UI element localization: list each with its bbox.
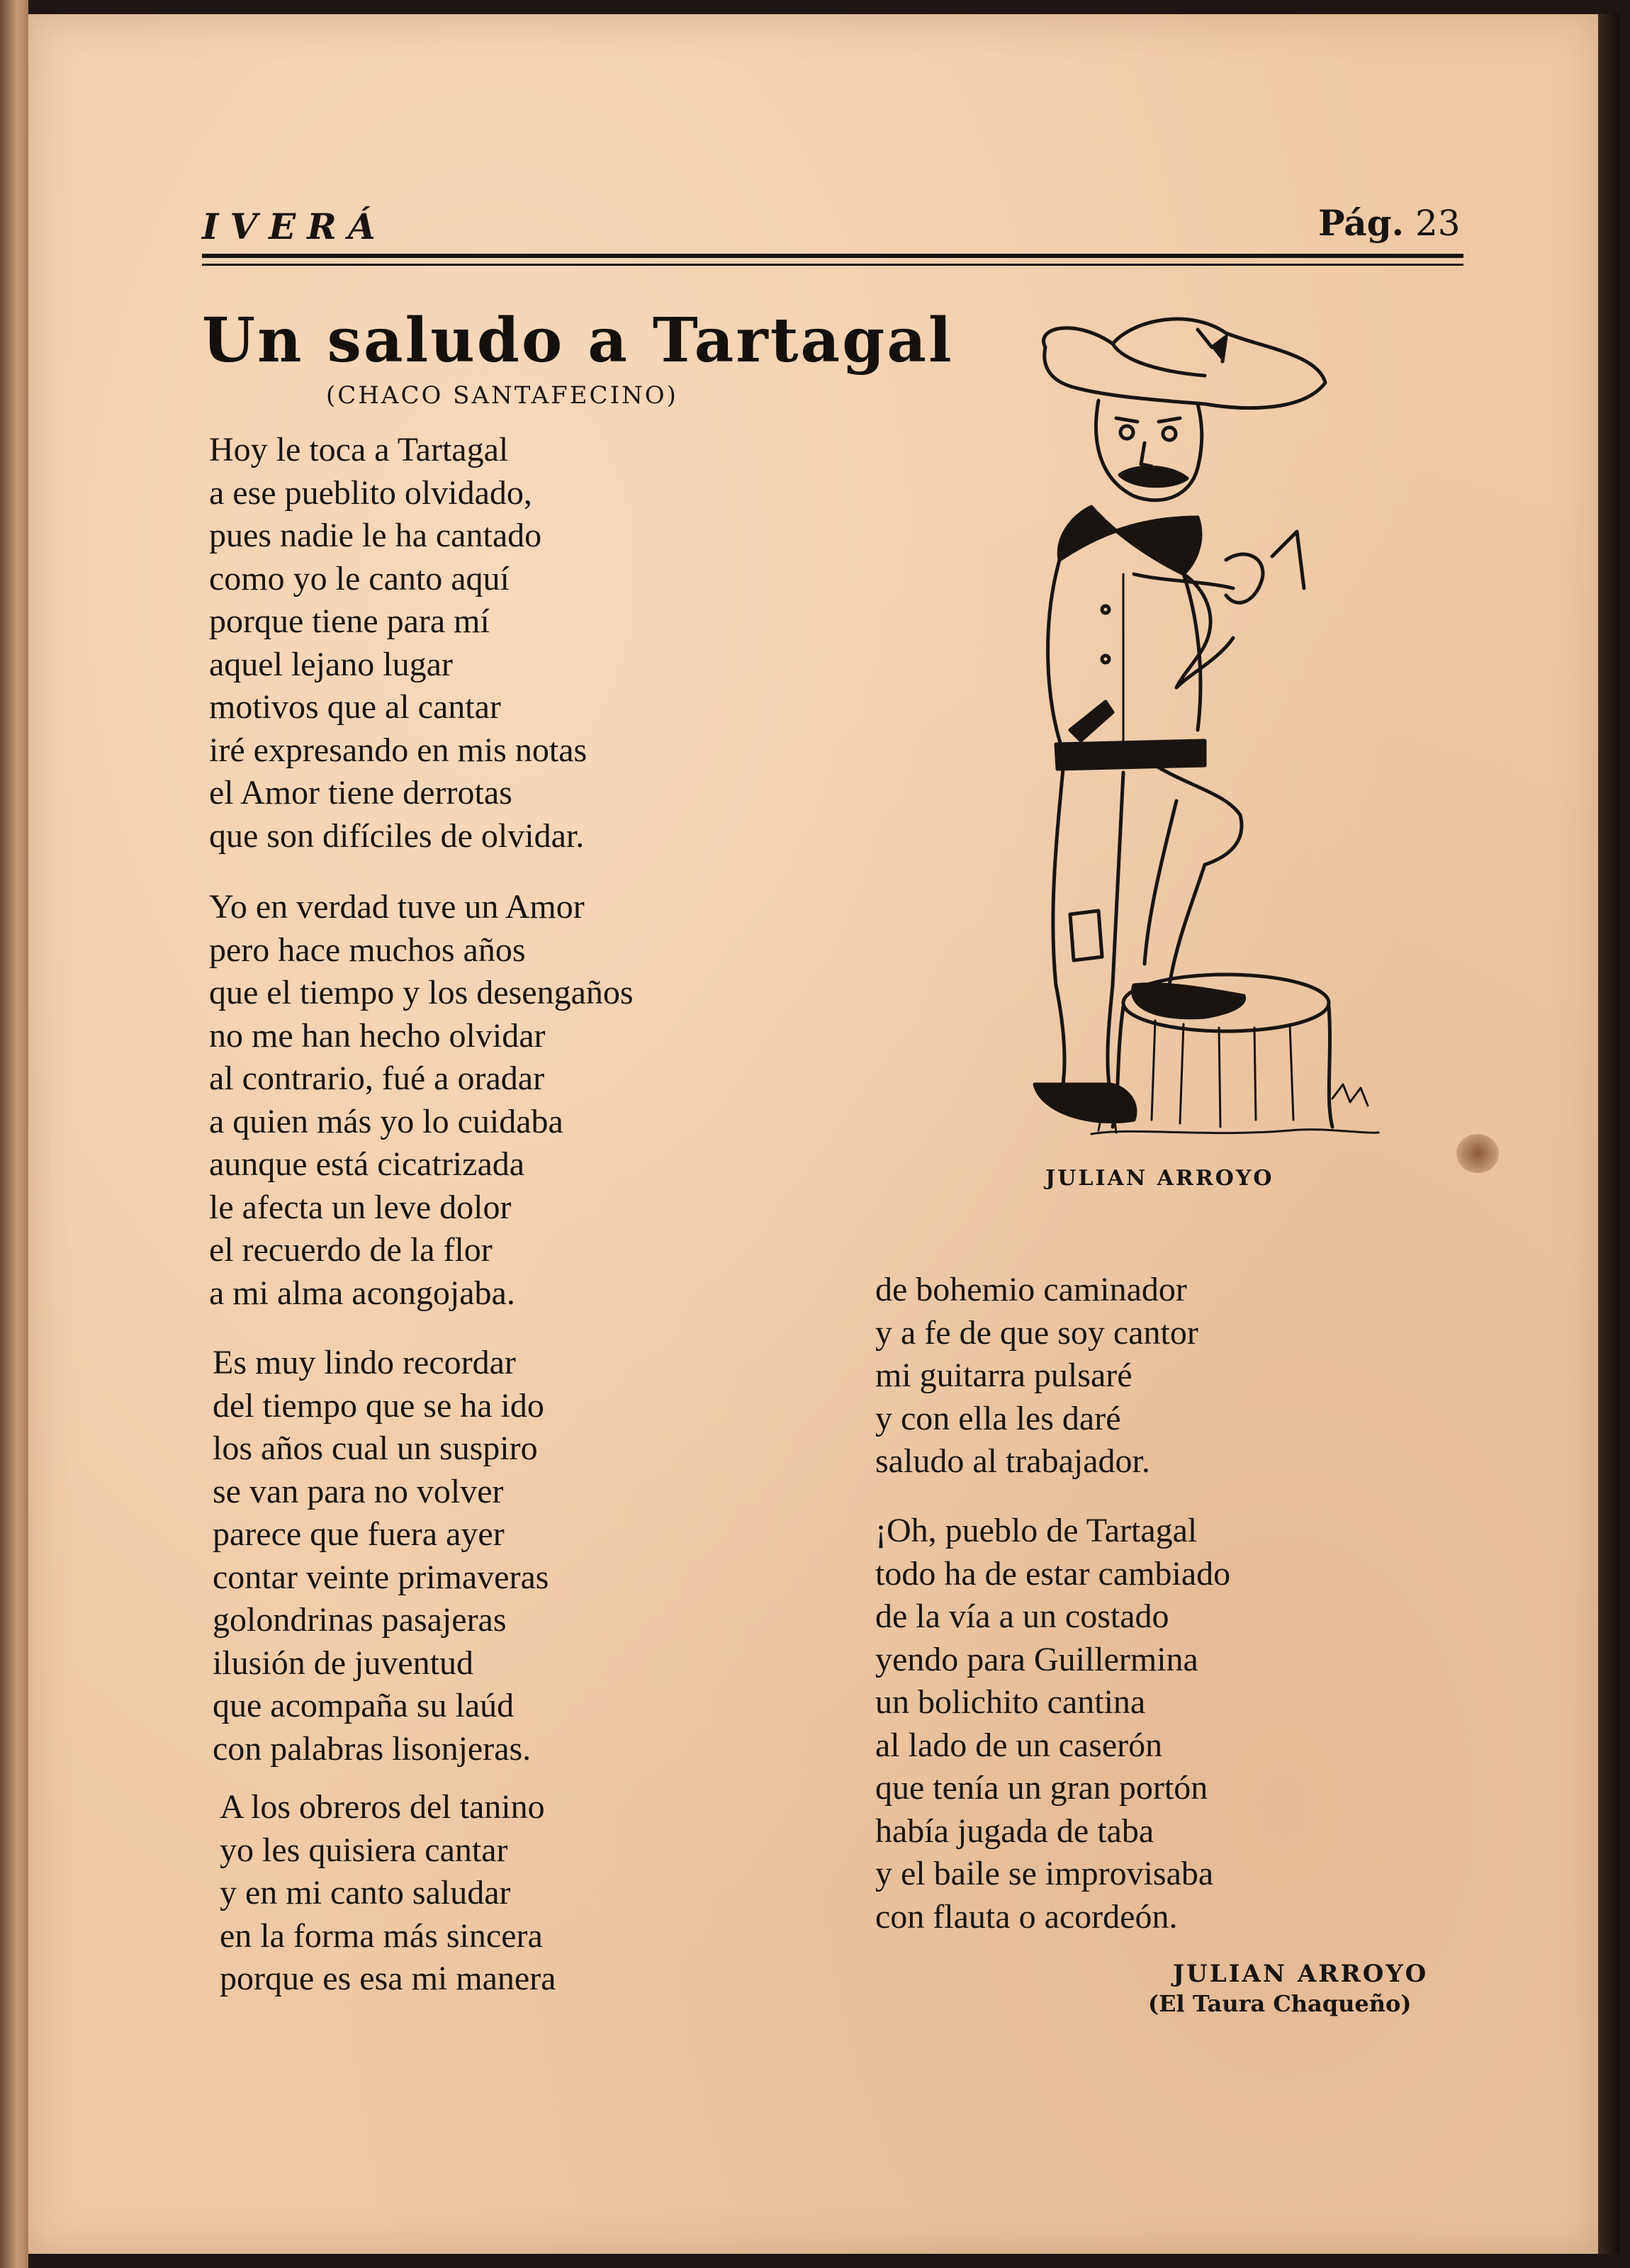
verse-line: iré expresando en mis notas: [209, 731, 588, 769]
header-rule-thin: [202, 264, 1463, 266]
verse-line: pero hace muchos años: [209, 931, 526, 969]
verse-line: al contrario, fué a oradar: [209, 1060, 545, 1097]
verse-line: porque es esa mi manera: [220, 1960, 556, 1997]
verse-line: como yo le canto aquí: [209, 559, 510, 597]
verse-line: le afecta un leve dolor: [209, 1188, 512, 1226]
gaucho-illustration: [992, 305, 1382, 1155]
verse-line: en la forma más sincera: [220, 1916, 543, 1955]
verse-line: yo les quisiera cantar: [220, 1831, 508, 1869]
verse-line: que tenía un gran portón: [875, 1769, 1208, 1807]
verse-line: pues nadie le ha cantado: [209, 517, 542, 554]
verse-line: motivos que al cantar: [209, 688, 501, 726]
verse-line: que acompaña su laúd: [213, 1687, 515, 1724]
verse-line: a ese pueblito olvidado,: [209, 473, 532, 512]
verse-line: se van para no volver: [213, 1472, 504, 1510]
verse-line: de la vía a un costado: [875, 1598, 1169, 1635]
verse-line: con palabras lisonjeras.: [213, 1729, 532, 1768]
verse-line: porque tiene para mí: [209, 602, 490, 640]
verse-line: del tiempo que se ha ido: [213, 1386, 544, 1425]
verse-line: al lado de un caserón: [875, 1726, 1163, 1764]
verse-line: A los obreros del tanino: [220, 1788, 545, 1826]
author-signature: JULIAN ARROYO: [1173, 1960, 1429, 1988]
page-number-value: 23: [1415, 203, 1461, 244]
stanza-5: [875, 1510, 1230, 1938]
running-header-title: IVERÁ: [202, 206, 387, 247]
verse-line: ilusión de juventud: [213, 1644, 473, 1682]
page-label: Pág.: [1318, 202, 1405, 244]
verse-line: parece que fuera ayer: [213, 1515, 505, 1553]
page-number: [1318, 202, 1461, 244]
verse-line: de bohemio caminador: [875, 1271, 1187, 1308]
paper-stain: [1456, 1134, 1499, 1173]
poem-title: Un saludo a Tartagal: [202, 305, 954, 376]
verse-line: un bolichito cantina: [875, 1683, 1146, 1721]
stanza-2: [209, 886, 634, 1315]
verse-line: todo ha de estar cambiado: [875, 1554, 1231, 1593]
stanza-3: [213, 1342, 549, 1770]
verse-line: a mi alma acongojaba.: [209, 1274, 515, 1312]
poem-subtitle: (CHACO SANTAFECINO): [326, 381, 678, 410]
verse-line: que son difíciles de olvidar.: [209, 816, 585, 855]
verse-line: aquel lejano lugar: [209, 645, 453, 683]
verse-line: golondrinas pasajeras: [213, 1601, 507, 1639]
verse-line: aunque está cicatrizada: [209, 1145, 525, 1183]
verse-line: y en mi canto saludar: [220, 1874, 511, 1911]
author-alias: (El Taura Chaqueño): [1148, 1990, 1412, 2017]
verse-line: el recuerdo de la flor: [209, 1231, 493, 1269]
verse-line: Hoy le toca a Tartagal: [209, 431, 509, 468]
verse-line: yendo para Guillermina: [875, 1640, 1198, 1678]
verse-line: con flauta o acordeón.: [875, 1897, 1178, 1936]
verse-line: el Amor tiene derrotas: [209, 774, 512, 812]
verse-line: los años cual un suspiro: [213, 1430, 538, 1467]
verse-line: y el baile se improvisaba: [875, 1855, 1214, 1892]
stanza-4-continued: [875, 1269, 1198, 1483]
verse-line: y con ella les daré: [875, 1399, 1121, 1437]
verse-line: contar veinte primaveras: [213, 1558, 549, 1596]
verse-line: que el tiempo y los desengaños: [209, 974, 634, 1011]
illustration-caption: JULIAN ARROYO: [1045, 1166, 1274, 1191]
verse-line: a quien más yo lo cuidaba: [209, 1102, 563, 1140]
verse-line: ¡Oh, pueblo de Tartagal: [875, 1512, 1198, 1549]
verse-line: mi guitarra pulsaré: [875, 1357, 1132, 1394]
verse-line: Yo en verdad tuve un Amor: [209, 888, 585, 926]
verse-line: Es muy lindo recordar: [213, 1344, 516, 1381]
verse-line: había jugada de taba: [875, 1812, 1154, 1850]
verse-line: saludo al trabajador.: [875, 1442, 1150, 1480]
stanza-4: [220, 1786, 556, 2001]
adjacent-page-edge: [0, 0, 28, 2268]
stanza-1: [209, 429, 587, 858]
page-binding-edge: [1598, 14, 1619, 2254]
verse-line: no me han hecho olvidar: [209, 1016, 546, 1055]
header-rule: [202, 254, 1463, 258]
verse-line: y a fe de que soy cantor: [875, 1313, 1198, 1352]
